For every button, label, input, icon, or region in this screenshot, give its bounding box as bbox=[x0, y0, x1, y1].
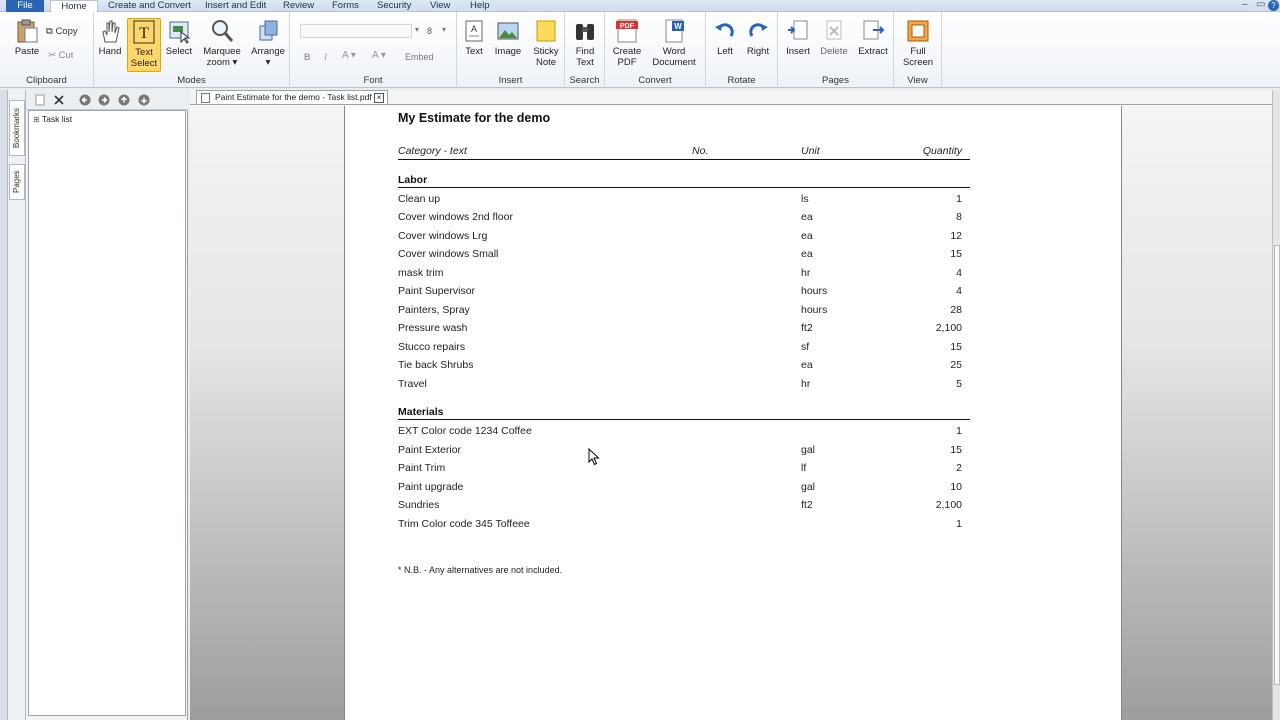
svg-text:T: T bbox=[139, 25, 149, 42]
cut-button[interactable] bbox=[48, 50, 73, 61]
embed-button[interactable]: Embed bbox=[405, 52, 434, 62]
group-label-search: Search bbox=[569, 75, 600, 86]
row-unit: ft2 bbox=[801, 322, 813, 334]
find-text-label-1: Find bbox=[575, 46, 595, 57]
minimize-icon[interactable]: – bbox=[1242, 0, 1248, 10]
marquee-zoom-label-1: Marquee bbox=[203, 46, 241, 57]
row-item: Paint Trim bbox=[398, 462, 446, 474]
paste-icon bbox=[15, 18, 39, 44]
ribbon bbox=[0, 12, 1280, 88]
hand-button[interactable] bbox=[96, 18, 124, 57]
group-search bbox=[565, 12, 605, 88]
row-quantity: 8 bbox=[956, 211, 962, 223]
pdf-file-icon bbox=[201, 93, 210, 103]
rotate-right-button[interactable] bbox=[744, 18, 772, 57]
insert-page-button[interactable] bbox=[782, 18, 814, 57]
row-quantity: 15 bbox=[950, 444, 962, 456]
pdf-icon bbox=[615, 18, 639, 44]
insert-image-button[interactable] bbox=[493, 18, 523, 57]
sticky-note-icon bbox=[534, 18, 558, 44]
group-label-clipboard: Clipboard bbox=[26, 75, 67, 86]
svg-text:PDF: PDF bbox=[620, 23, 634, 30]
row-unit: ea bbox=[801, 230, 813, 242]
hand-label: Hand bbox=[98, 46, 122, 57]
rotate-right-icon bbox=[746, 18, 770, 44]
menu-tab-security[interactable]: Security bbox=[377, 0, 412, 11]
group-label-font: Font bbox=[363, 75, 383, 86]
sticky-note-label-1: Sticky bbox=[533, 46, 559, 57]
chevron-down-icon: ▾ bbox=[232, 57, 238, 68]
arrange-button[interactable] bbox=[248, 18, 288, 68]
row-item: Sundries bbox=[398, 499, 440, 511]
row-item: Cover windows 2nd floor bbox=[398, 211, 513, 223]
new-bookmark-icon[interactable] bbox=[34, 94, 46, 106]
group-view bbox=[894, 12, 942, 88]
row-quantity: 1 bbox=[956, 425, 962, 437]
row-unit: hr bbox=[801, 378, 811, 390]
row-item: Paint upgrade bbox=[398, 481, 464, 493]
close-tab-icon[interactable]: × bbox=[374, 93, 384, 103]
row-item: Clean up bbox=[398, 193, 441, 205]
row-item: Cover windows Lrg bbox=[398, 230, 488, 242]
row-quantity: 2 bbox=[956, 462, 962, 474]
group-label-convert: Convert bbox=[638, 75, 672, 86]
word-document-button[interactable] bbox=[649, 18, 699, 68]
marquee-zoom-label-2: zoom bbox=[206, 57, 230, 68]
delete-page-button[interactable] bbox=[818, 18, 850, 57]
menu-tab-home[interactable]: Home bbox=[50, 0, 98, 13]
row-item: Tie back Shrubs bbox=[398, 359, 474, 371]
column-header-no: No. bbox=[692, 145, 709, 157]
menu-tab-create-convert[interactable]: Create and Convert bbox=[108, 0, 191, 11]
tree-item-label: Task list bbox=[41, 114, 73, 124]
full-screen-label-2: Screen bbox=[902, 57, 934, 68]
insert-page-icon bbox=[786, 18, 810, 44]
marquee-zoom-button[interactable] bbox=[198, 18, 246, 68]
row-item: Paint Exterior bbox=[398, 444, 462, 456]
row-unit: hours bbox=[801, 304, 828, 316]
section-rule bbox=[398, 187, 970, 188]
extract-page-icon bbox=[861, 18, 885, 44]
delete-page-icon bbox=[822, 18, 846, 44]
group-label-pages: Pages bbox=[822, 75, 849, 86]
group-label-modes: Modes bbox=[177, 75, 206, 86]
select-icon bbox=[167, 18, 191, 44]
menu-tab-review[interactable]: Review bbox=[283, 0, 315, 11]
row-item: Travel bbox=[398, 378, 427, 390]
arrange-icon bbox=[256, 18, 280, 44]
tab-divider bbox=[190, 104, 1272, 105]
find-text-label-2: Text bbox=[576, 57, 594, 68]
row-item: Trim Color code 345 Toffeee bbox=[398, 518, 530, 530]
row-quantity: 1 bbox=[956, 193, 962, 205]
group-modes bbox=[94, 12, 290, 88]
row-quantity: 15 bbox=[950, 341, 962, 353]
row-unit: ls bbox=[801, 193, 809, 205]
column-header-category: Category - text bbox=[398, 145, 467, 157]
scrollbar-thumb[interactable] bbox=[1274, 245, 1280, 685]
find-text-button[interactable] bbox=[571, 18, 599, 68]
font-size-value[interactable]: 8 bbox=[427, 26, 433, 36]
row-item: EXT Color code 1234 Coffee bbox=[398, 425, 532, 437]
bookmarks-panel bbox=[26, 90, 188, 720]
row-item: mask trim bbox=[398, 267, 444, 279]
insert-page-label: Insert bbox=[786, 46, 810, 57]
row-quantity: 5 bbox=[956, 378, 962, 390]
paste-button[interactable] bbox=[10, 18, 44, 57]
arrow-down-icon[interactable] bbox=[138, 94, 150, 106]
cut-label: Cut bbox=[58, 50, 74, 61]
row-unit: sf bbox=[801, 341, 810, 353]
full-screen-label-1: Full bbox=[910, 46, 926, 57]
group-pages bbox=[778, 12, 894, 88]
left-edge-strip bbox=[0, 90, 8, 720]
italic-button[interactable]: I bbox=[324, 52, 327, 62]
group-insert bbox=[457, 12, 565, 88]
menu-bar bbox=[0, 0, 1280, 12]
arrow-up-icon[interactable] bbox=[118, 94, 130, 106]
column-header-unit: Unit bbox=[801, 145, 820, 157]
insert-text-label: Text bbox=[465, 46, 483, 57]
binoculars-icon bbox=[573, 18, 597, 44]
font-family-chevron-icon[interactable]: ▾ bbox=[415, 25, 420, 34]
highlight-icon[interactable]: A ▾ bbox=[372, 50, 386, 61]
group-label-rotate: Rotate bbox=[727, 75, 756, 86]
row-quantity: 1 bbox=[956, 518, 962, 530]
arrow-left-icon[interactable] bbox=[79, 94, 91, 106]
sticky-note-label-2: Note bbox=[535, 57, 557, 68]
select-button[interactable] bbox=[164, 18, 194, 57]
row-quantity: 2,100 bbox=[935, 322, 962, 334]
row-unit: gal bbox=[801, 444, 816, 456]
row-item: Stucco repairs bbox=[398, 341, 466, 353]
row-unit: ea bbox=[801, 359, 813, 371]
arrow-right-icon[interactable] bbox=[98, 94, 110, 106]
magnifier-icon bbox=[210, 18, 234, 44]
row-quantity: 4 bbox=[956, 267, 962, 279]
copy-button[interactable] bbox=[46, 26, 78, 37]
help-icon[interactable]: ? bbox=[1268, 0, 1279, 11]
full-screen-icon bbox=[906, 18, 930, 44]
row-quantity: 15 bbox=[950, 248, 962, 260]
rotate-left-label: Left bbox=[717, 46, 733, 57]
document-tab[interactable] bbox=[196, 90, 388, 105]
column-header-quantity: Quantity bbox=[922, 145, 962, 157]
copy-label: Copy bbox=[55, 26, 78, 37]
pdf-page[interactable] bbox=[344, 106, 1122, 720]
row-quantity: 4 bbox=[956, 285, 962, 297]
row-quantity: 28 bbox=[950, 304, 962, 316]
group-rotate bbox=[706, 12, 778, 88]
section-materials: Materials bbox=[398, 406, 444, 418]
select-label: Select bbox=[165, 46, 193, 57]
delete-page-label: Delete bbox=[820, 46, 848, 57]
text-box-icon bbox=[462, 18, 486, 44]
create-pdf-label-2: PDF bbox=[617, 57, 637, 68]
menu-tab-forms[interactable]: Forms bbox=[332, 0, 359, 11]
group-label-view: View bbox=[907, 75, 928, 86]
row-unit: hr bbox=[801, 267, 811, 279]
row-unit: lf bbox=[801, 462, 807, 474]
row-quantity: 25 bbox=[950, 359, 962, 371]
arrange-chevron-icon: ▾ bbox=[265, 57, 271, 68]
row-unit: ft2 bbox=[801, 499, 813, 511]
font-family-select[interactable] bbox=[300, 24, 412, 38]
text-select-icon bbox=[132, 19, 156, 45]
insert-text-button[interactable] bbox=[461, 18, 487, 57]
menu-file[interactable]: File bbox=[6, 0, 44, 12]
font-color-icon[interactable]: A ▾ bbox=[342, 50, 356, 61]
create-pdf-button[interactable] bbox=[611, 18, 643, 68]
extract-page-label: Extract bbox=[858, 46, 888, 57]
document-title: My Estimate for the demo bbox=[398, 111, 551, 125]
bookmarks-toolbar bbox=[26, 90, 188, 110]
row-item: Paint Supervisor bbox=[398, 285, 476, 297]
rotate-left-button[interactable] bbox=[712, 18, 738, 57]
menu-tab-insert-edit[interactable]: Insert and Edit bbox=[205, 0, 267, 11]
footnote: * N.B. - Any alternatives are not included. bbox=[398, 565, 563, 575]
group-label-insert: Insert bbox=[498, 75, 523, 86]
extract-page-button[interactable] bbox=[856, 18, 890, 57]
full-screen-button[interactable] bbox=[902, 18, 934, 68]
cut-icon: ✂ bbox=[48, 50, 56, 61]
header-rule bbox=[398, 159, 970, 160]
svg-text:W: W bbox=[674, 22, 682, 31]
text-select-label-1: Text bbox=[135, 47, 153, 58]
row-quantity: 2,100 bbox=[935, 499, 962, 511]
row-unit: hours bbox=[801, 285, 828, 297]
row-quantity: 12 bbox=[950, 230, 962, 242]
image-icon bbox=[496, 18, 520, 44]
group-clipboard bbox=[0, 12, 94, 88]
paste-label: Paste bbox=[14, 46, 40, 57]
text-select-label-2: Select bbox=[130, 58, 158, 69]
bold-button[interactable]: B bbox=[304, 52, 311, 62]
row-item: Pressure wash bbox=[398, 322, 468, 334]
section-labor: Labor bbox=[398, 174, 428, 186]
row-unit: ea bbox=[801, 248, 813, 260]
row-item: Cover windows Small bbox=[398, 248, 499, 260]
tab-bookmarks[interactable]: Bookmarks bbox=[9, 100, 25, 156]
copy-icon: ⧉ bbox=[46, 26, 53, 37]
word-document-label-1: Word bbox=[662, 46, 686, 57]
rotate-right-label: Right bbox=[746, 46, 770, 57]
svg-text:A: A bbox=[470, 24, 478, 34]
expand-icon[interactable]: ⊞ bbox=[33, 115, 40, 124]
mouse-pointer-icon bbox=[588, 448, 600, 466]
delete-bookmark-icon[interactable] bbox=[53, 94, 65, 106]
row-item: Painters, Spray bbox=[398, 304, 470, 316]
section-rule bbox=[398, 419, 970, 420]
group-convert bbox=[605, 12, 706, 88]
restore-icon[interactable]: ▭ bbox=[1256, 0, 1266, 10]
bookmark-tree bbox=[28, 110, 186, 716]
font-size-chevron-icon[interactable]: ▾ bbox=[442, 25, 447, 34]
vertical-scrollbar[interactable] bbox=[1272, 90, 1280, 720]
side-tabs bbox=[8, 90, 26, 720]
sticky-note-button[interactable] bbox=[529, 18, 563, 68]
menu-tab-view[interactable]: View bbox=[430, 0, 451, 11]
row-unit: ea bbox=[801, 211, 813, 223]
row-unit: gal bbox=[801, 481, 816, 493]
group-font bbox=[290, 12, 457, 88]
create-pdf-label-1: Create bbox=[612, 46, 642, 57]
document-tab-title: Paint Estimate for the demo - Task list.pdf bbox=[215, 92, 372, 102]
arrange-label: Arrange bbox=[251, 46, 285, 57]
tab-pages[interactable]: Pages bbox=[9, 164, 25, 200]
insert-image-label: Image bbox=[494, 46, 522, 57]
word-icon bbox=[662, 18, 686, 44]
hand-icon bbox=[98, 18, 122, 44]
text-select-button[interactable] bbox=[127, 18, 161, 72]
menu-tab-help[interactable]: Help bbox=[470, 0, 490, 11]
tree-item-task-list[interactable] bbox=[33, 114, 72, 124]
row-quantity: 10 bbox=[950, 481, 962, 493]
rotate-left-icon bbox=[713, 18, 737, 44]
word-document-label-2: Document bbox=[652, 57, 696, 68]
